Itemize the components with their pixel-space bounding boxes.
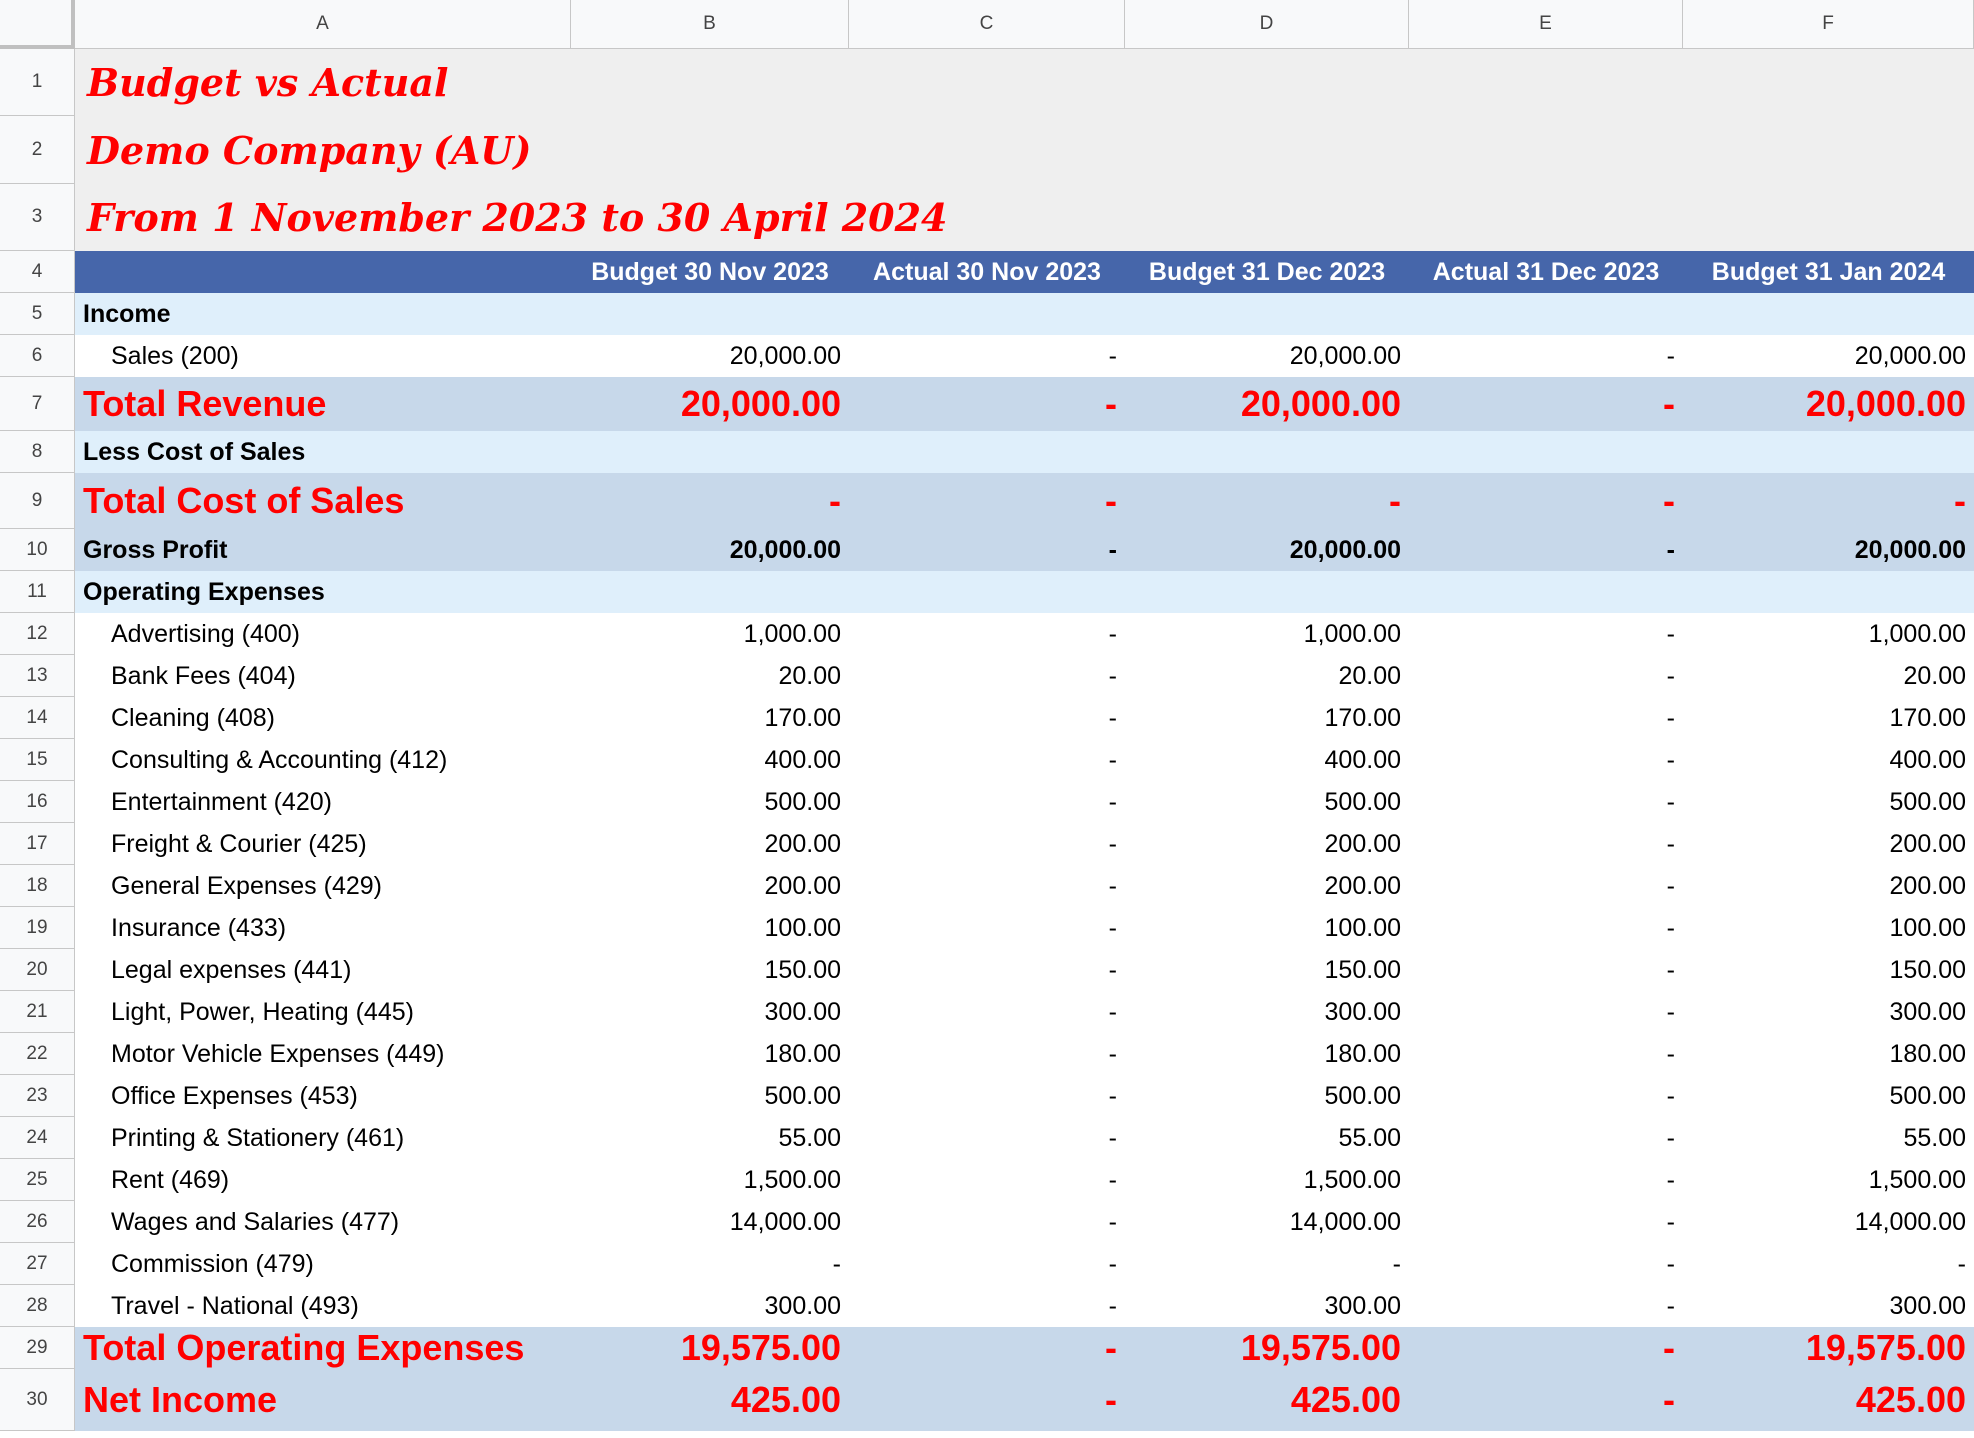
expense-value[interactable]: - (1409, 613, 1683, 655)
expense-value[interactable]: 100.00 (571, 907, 849, 949)
expense-value[interactable]: 14,000.00 (1683, 1201, 1974, 1243)
expense-value[interactable]: - (849, 1159, 1125, 1201)
gross-profit-value[interactable]: 20,000.00 (571, 529, 849, 571)
row-header[interactable]: 15 (0, 739, 75, 781)
expense-value[interactable]: 100.00 (1125, 907, 1409, 949)
net-income-value[interactable]: 425.00 (1125, 1369, 1409, 1431)
header-cell-d[interactable]: Budget 31 Dec 2023 (1125, 251, 1409, 293)
expense-label[interactable]: Consulting & Accounting (412) (75, 739, 571, 781)
header-cell-a[interactable] (75, 251, 571, 293)
expense-value[interactable]: 20.00 (571, 655, 849, 697)
column-header-b[interactable]: B (571, 0, 849, 49)
row-header[interactable]: 1 (0, 49, 75, 116)
total-revenue-value[interactable]: 20,000.00 (571, 377, 849, 431)
row-header[interactable]: 7 (0, 377, 75, 431)
cell[interactable] (571, 431, 849, 473)
expense-value[interactable]: 20.00 (1125, 655, 1409, 697)
expense-value[interactable]: - (1409, 865, 1683, 907)
expense-value[interactable]: 150.00 (1683, 949, 1974, 991)
row-header[interactable]: 6 (0, 335, 75, 377)
row-header[interactable]: 19 (0, 907, 75, 949)
expense-value[interactable]: 150.00 (1125, 949, 1409, 991)
total-cost-value[interactable]: - (849, 473, 1125, 529)
expense-value[interactable]: - (1409, 697, 1683, 739)
total-cost-value[interactable]: - (1409, 473, 1683, 529)
cell[interactable] (1125, 293, 1409, 335)
report-title[interactable]: Budget vs Actual (75, 49, 1974, 116)
expense-value[interactable]: 500.00 (1125, 781, 1409, 823)
total-revenue-value[interactable]: 20,000.00 (1125, 377, 1409, 431)
total-opex-value[interactable]: 19,575.00 (1125, 1327, 1409, 1369)
expense-value[interactable]: 55.00 (571, 1117, 849, 1159)
expense-value[interactable]: 500.00 (571, 781, 849, 823)
gross-profit-value[interactable]: - (849, 529, 1125, 571)
expense-value[interactable]: - (849, 739, 1125, 781)
cell[interactable] (1409, 431, 1683, 473)
expense-value[interactable]: - (849, 823, 1125, 865)
net-income-value[interactable]: 425.00 (1683, 1369, 1974, 1431)
cell[interactable] (571, 293, 849, 335)
expense-value[interactable]: - (1409, 1033, 1683, 1075)
header-cell-c[interactable]: Actual 30 Nov 2023 (849, 251, 1125, 293)
expense-value[interactable]: 500.00 (1683, 781, 1974, 823)
row-header[interactable]: 21 (0, 991, 75, 1033)
expense-value[interactable]: 20.00 (1683, 655, 1974, 697)
cell[interactable] (1409, 571, 1683, 613)
header-cell-f[interactable]: Budget 31 Jan 2024 (1683, 251, 1974, 293)
cell[interactable] (849, 431, 1125, 473)
expense-value[interactable]: 100.00 (1683, 907, 1974, 949)
column-header-e[interactable]: E (1409, 0, 1683, 49)
total-opex-label[interactable]: Total Operating Expenses (75, 1327, 571, 1369)
row-header[interactable]: 30 (0, 1369, 75, 1431)
expense-value[interactable]: - (1409, 1285, 1683, 1327)
row-header[interactable]: 12 (0, 613, 75, 655)
expense-value[interactable]: 500.00 (571, 1075, 849, 1117)
total-cost-label[interactable]: Total Cost of Sales (75, 473, 571, 529)
expense-value[interactable]: - (849, 1075, 1125, 1117)
column-header-f[interactable]: F (1683, 0, 1974, 49)
expense-value[interactable]: 14,000.00 (571, 1201, 849, 1243)
total-opex-value[interactable]: 19,575.00 (1683, 1327, 1974, 1369)
cell[interactable] (571, 571, 849, 613)
expense-value[interactable]: 400.00 (571, 739, 849, 781)
expense-label[interactable]: Cleaning (408) (75, 697, 571, 739)
expense-label[interactable]: Travel - National (493) (75, 1285, 571, 1327)
expense-label[interactable]: Bank Fees (404) (75, 655, 571, 697)
expense-value[interactable]: 500.00 (1683, 1075, 1974, 1117)
row-header[interactable]: 13 (0, 655, 75, 697)
expense-value[interactable]: - (1125, 1243, 1409, 1285)
expense-value[interactable]: 300.00 (571, 1285, 849, 1327)
report-period[interactable]: From 1 November 2023 to 30 April 2024 (75, 184, 1974, 251)
section-cost-of-sales[interactable]: Less Cost of Sales (75, 431, 571, 473)
expense-value[interactable]: 180.00 (1683, 1033, 1974, 1075)
column-header-a[interactable]: A (75, 0, 571, 49)
cell[interactable] (1125, 431, 1409, 473)
expense-value[interactable]: 14,000.00 (1125, 1201, 1409, 1243)
row-header[interactable]: 11 (0, 571, 75, 613)
expense-label[interactable]: Entertainment (420) (75, 781, 571, 823)
expense-value[interactable]: 170.00 (1683, 697, 1974, 739)
net-income-value[interactable]: - (849, 1369, 1125, 1431)
sales-value[interactable]: - (1409, 335, 1683, 377)
expense-value[interactable]: - (1409, 1243, 1683, 1285)
gross-profit-value[interactable]: 20,000.00 (1683, 529, 1974, 571)
row-header[interactable]: 18 (0, 865, 75, 907)
total-revenue-value[interactable]: - (1409, 377, 1683, 431)
cell[interactable] (849, 293, 1125, 335)
expense-value[interactable]: 200.00 (571, 865, 849, 907)
row-header[interactable]: 4 (0, 251, 75, 293)
expense-value[interactable]: 150.00 (571, 949, 849, 991)
total-opex-value[interactable]: - (849, 1327, 1125, 1369)
expense-value[interactable]: 300.00 (1125, 1285, 1409, 1327)
section-operating-expenses[interactable]: Operating Expenses (75, 571, 571, 613)
expense-value[interactable]: - (1409, 655, 1683, 697)
gross-profit-value[interactable]: 20,000.00 (1125, 529, 1409, 571)
row-header[interactable]: 10 (0, 529, 75, 571)
expense-value[interactable]: 1,000.00 (1683, 613, 1974, 655)
expense-value[interactable]: - (849, 1243, 1125, 1285)
expense-label[interactable]: Advertising (400) (75, 613, 571, 655)
expense-label[interactable]: Commission (479) (75, 1243, 571, 1285)
expense-label[interactable]: Freight & Courier (425) (75, 823, 571, 865)
expense-value[interactable]: - (849, 655, 1125, 697)
expense-value[interactable]: 400.00 (1683, 739, 1974, 781)
expense-value[interactable]: - (1409, 949, 1683, 991)
expense-value[interactable]: 500.00 (1125, 1075, 1409, 1117)
net-income-value[interactable]: - (1409, 1369, 1683, 1431)
total-opex-value[interactable]: - (1409, 1327, 1683, 1369)
total-revenue-value[interactable]: - (849, 377, 1125, 431)
expense-value[interactable]: 300.00 (1683, 991, 1974, 1033)
expense-label[interactable]: Office Expenses (453) (75, 1075, 571, 1117)
sales-value[interactable]: 20,000.00 (1683, 335, 1974, 377)
expense-value[interactable]: 55.00 (1683, 1117, 1974, 1159)
expense-value[interactable]: - (1409, 823, 1683, 865)
expense-label[interactable]: Motor Vehicle Expenses (449) (75, 1033, 571, 1075)
expense-value[interactable]: - (1409, 1075, 1683, 1117)
expense-value[interactable]: 200.00 (1125, 865, 1409, 907)
row-header[interactable]: 27 (0, 1243, 75, 1285)
expense-value[interactable]: - (849, 949, 1125, 991)
expense-label[interactable]: Insurance (433) (75, 907, 571, 949)
total-cost-value[interactable]: - (1125, 473, 1409, 529)
expense-label[interactable]: Rent (469) (75, 1159, 571, 1201)
expense-value[interactable]: - (1409, 739, 1683, 781)
column-header-c[interactable]: C (849, 0, 1125, 49)
row-header[interactable]: 16 (0, 781, 75, 823)
row-header[interactable]: 23 (0, 1075, 75, 1117)
expense-value[interactable]: - (849, 613, 1125, 655)
expense-value[interactable]: 300.00 (1125, 991, 1409, 1033)
expense-value[interactable]: 1,000.00 (571, 613, 849, 655)
expense-value[interactable]: 300.00 (571, 991, 849, 1033)
total-opex-value[interactable]: 19,575.00 (571, 1327, 849, 1369)
expense-label[interactable]: Legal expenses (441) (75, 949, 571, 991)
expense-value[interactable]: 1,500.00 (1683, 1159, 1974, 1201)
expense-value[interactable]: - (1409, 991, 1683, 1033)
row-header[interactable]: 5 (0, 293, 75, 335)
expense-value[interactable]: - (849, 1285, 1125, 1327)
cell[interactable] (1409, 293, 1683, 335)
expense-value[interactable]: 170.00 (571, 697, 849, 739)
expense-value[interactable]: 1,000.00 (1125, 613, 1409, 655)
expense-value[interactable]: - (849, 697, 1125, 739)
expense-value[interactable]: 200.00 (1125, 823, 1409, 865)
expense-value[interactable]: 400.00 (1125, 739, 1409, 781)
row-header[interactable]: 26 (0, 1201, 75, 1243)
expense-value[interactable]: - (1409, 907, 1683, 949)
row-header[interactable]: 20 (0, 949, 75, 991)
row-header[interactable]: 8 (0, 431, 75, 473)
net-income-label[interactable]: Net Income (75, 1369, 571, 1431)
section-income[interactable]: Income (75, 293, 571, 335)
row-header[interactable]: 17 (0, 823, 75, 865)
total-revenue-value[interactable]: 20,000.00 (1683, 377, 1974, 431)
net-income-value[interactable]: 425.00 (571, 1369, 849, 1431)
column-header-d[interactable]: D (1125, 0, 1409, 49)
cell[interactable] (849, 571, 1125, 613)
row-header[interactable]: 2 (0, 116, 75, 184)
cell[interactable] (1683, 571, 1974, 613)
expense-label[interactable]: Printing & Stationery (461) (75, 1117, 571, 1159)
row-header[interactable]: 25 (0, 1159, 75, 1201)
total-cost-value[interactable]: - (571, 473, 849, 529)
expense-value[interactable]: - (571, 1243, 849, 1285)
expense-value[interactable]: - (1409, 781, 1683, 823)
expense-value[interactable]: - (849, 865, 1125, 907)
expense-value[interactable]: - (849, 1201, 1125, 1243)
expense-value[interactable]: - (849, 1033, 1125, 1075)
expense-value[interactable]: 170.00 (1125, 697, 1409, 739)
sales-value[interactable]: 20,000.00 (1125, 335, 1409, 377)
header-cell-e[interactable]: Actual 31 Dec 2023 (1409, 251, 1683, 293)
expense-label[interactable]: Wages and Salaries (477) (75, 1201, 571, 1243)
expense-value[interactable]: 200.00 (1683, 865, 1974, 907)
row-header[interactable]: 14 (0, 697, 75, 739)
row-header[interactable]: 24 (0, 1117, 75, 1159)
expense-value[interactable]: 1,500.00 (571, 1159, 849, 1201)
row-header[interactable]: 9 (0, 473, 75, 529)
expense-value[interactable]: 180.00 (571, 1033, 849, 1075)
expense-value[interactable]: - (849, 781, 1125, 823)
select-all-corner[interactable] (0, 0, 75, 49)
row-header[interactable]: 22 (0, 1033, 75, 1075)
total-revenue-label[interactable]: Total Revenue (75, 377, 571, 431)
header-cell-b[interactable]: Budget 30 Nov 2023 (571, 251, 849, 293)
expense-value[interactable]: 200.00 (571, 823, 849, 865)
expense-value[interactable]: 55.00 (1125, 1117, 1409, 1159)
row-header[interactable]: 3 (0, 184, 75, 251)
expense-value[interactable]: 300.00 (1683, 1285, 1974, 1327)
expense-value[interactable]: 200.00 (1683, 823, 1974, 865)
company-name[interactable]: Demo Company (AU) (75, 116, 1974, 184)
expense-value[interactable]: - (849, 991, 1125, 1033)
expense-value[interactable]: - (1409, 1201, 1683, 1243)
row-header[interactable]: 28 (0, 1285, 75, 1327)
total-cost-value[interactable]: - (1683, 473, 1974, 529)
sales-label[interactable]: Sales (200) (75, 335, 571, 377)
row-header[interactable]: 29 (0, 1327, 75, 1369)
cell[interactable] (1683, 293, 1974, 335)
expense-value[interactable]: - (849, 907, 1125, 949)
sales-value[interactable]: 20,000.00 (571, 335, 849, 377)
gross-profit-label[interactable]: Gross Profit (75, 529, 571, 571)
cell[interactable] (1125, 571, 1409, 613)
expense-value[interactable]: - (1409, 1117, 1683, 1159)
expense-value[interactable]: 1,500.00 (1125, 1159, 1409, 1201)
expense-value[interactable]: - (849, 1117, 1125, 1159)
cell[interactable] (1683, 431, 1974, 473)
expense-value[interactable]: 180.00 (1125, 1033, 1409, 1075)
expense-value[interactable]: - (1683, 1243, 1974, 1285)
expense-label[interactable]: Light, Power, Heating (445) (75, 991, 571, 1033)
sales-value[interactable]: - (849, 335, 1125, 377)
expense-value[interactable]: - (1409, 1159, 1683, 1201)
expense-label[interactable]: General Expenses (429) (75, 865, 571, 907)
gross-profit-value[interactable]: - (1409, 529, 1683, 571)
